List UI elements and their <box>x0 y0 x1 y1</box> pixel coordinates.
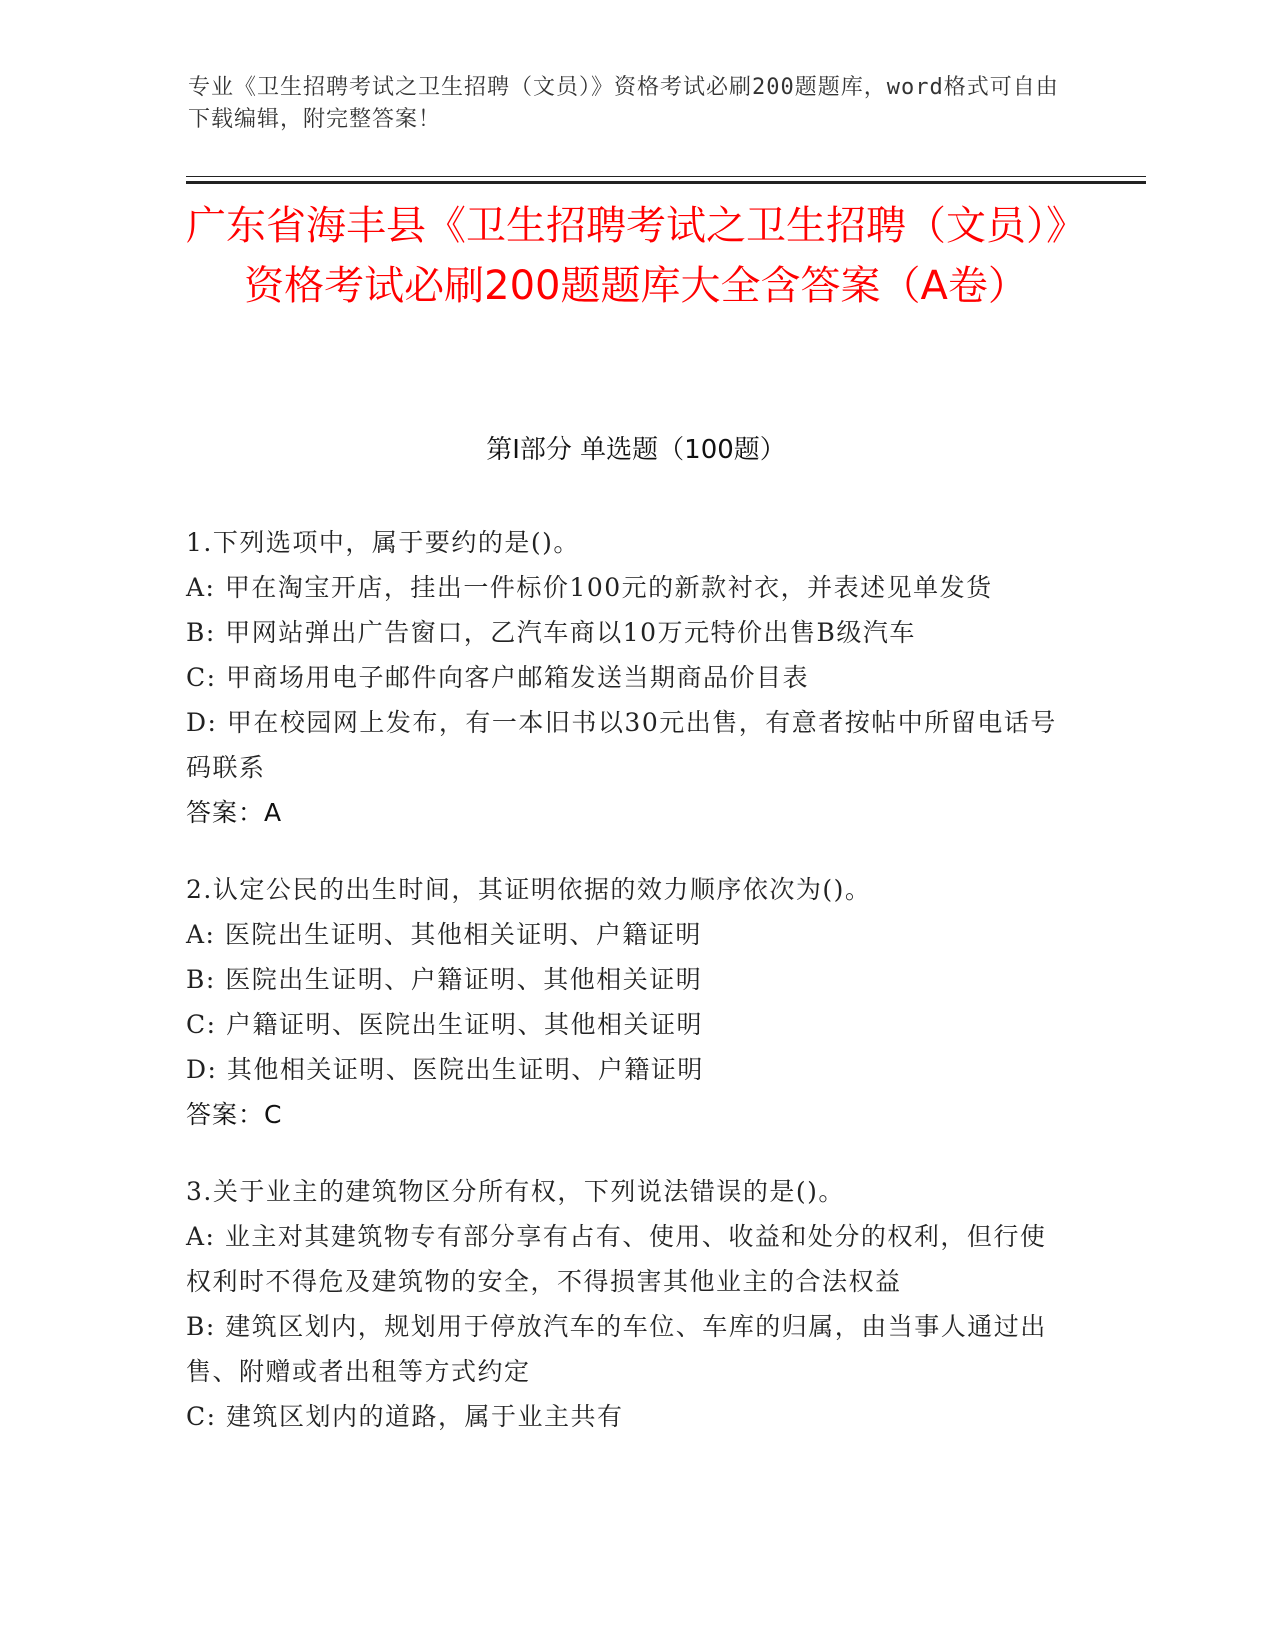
question-stem: 2.认定公民的出生时间，其证明依据的效力顺序依次为()。 <box>186 875 872 904</box>
option-c: C: 建筑区划内的道路，属于业主共有 <box>186 1402 624 1431</box>
document-title: 广东省海丰县《卫生招聘考试之卫生招聘（文员）》资格考试必刷200题题库大全含答案（A卷） <box>186 203 1086 309</box>
question-3 <box>186 1169 1066 1439</box>
option-c: C: 户籍证明、医院出生证明、其他相关证明 <box>186 1010 703 1039</box>
answer: 答案：A <box>186 798 283 827</box>
section-title: 第I部分 单选题（100题） <box>486 435 786 465</box>
question-stem: 3.关于业主的建筑物区分所有权，下列说法错误的是()。 <box>186 1177 845 1206</box>
question-1 <box>186 520 1066 835</box>
header-note: 专业《卫生招聘考试之卫生招聘（文员）》资格考试必刷200题题库，word格式可自由下载编辑，附完整答案！ <box>188 75 1059 132</box>
option-b: B: 建筑区划内，规划用于停放汽车的车位、车库的归属，由当事人通过出售、附赠或者出租等方式约定 <box>186 1312 1047 1386</box>
question-list <box>186 520 1066 1471</box>
option-a: A: 业主对其建筑物专有部分享有占有、使用、收益和处分的权利，但行使权利时不得危及建筑物的安全，不得损害其他业主的合法权益 <box>186 1222 1047 1296</box>
option-d: D: 其他相关证明、医院出生证明、户籍证明 <box>186 1055 704 1084</box>
question-stem: 1.下列选项中，属于要约的是()。 <box>186 528 580 557</box>
option-a: A: 甲在淘宝开店，挂出一件标价100元的新款衬衣，并表述见单发货 <box>186 573 993 602</box>
header-divider-thick <box>186 181 1146 184</box>
option-b: B: 医院出生证明、户籍证明、其他相关证明 <box>186 965 703 994</box>
answer: 答案：C <box>186 1100 283 1129</box>
option-c: C: 甲商场用电子邮件向客户邮箱发送当期商品价目表 <box>186 663 810 692</box>
option-a: A: 医院出生证明、其他相关证明、户籍证明 <box>186 920 702 949</box>
header-divider-thin <box>186 176 1146 177</box>
question-2 <box>186 867 1066 1137</box>
option-b: B: 甲网站弹出广告窗口，乙汽车商以10万元特价出售B级汽车 <box>186 618 916 647</box>
option-d: D: 甲在校园网上发布，有一本旧书以30元出售，有意者按帖中所留电话号码联系 <box>186 708 1057 782</box>
